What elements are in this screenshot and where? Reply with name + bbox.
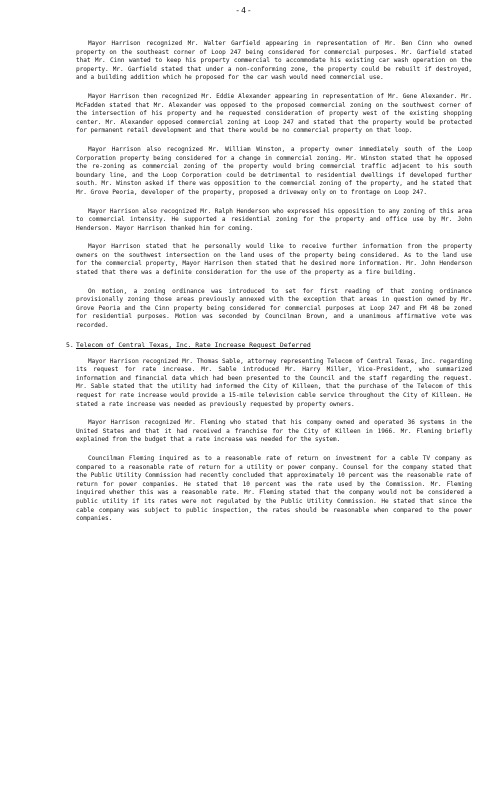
paragraph: Mayor Harrison also recognized Mr. Ralph Henderson who expressed his opposition to any zoning of this area to commercial intensity. He supported a residential zoning for the property and office use by Mr. John Henderson. Mayor Harrison thanked him for coming. [76, 207, 472, 232]
paragraph: Mayor Harrison then recognized Mr. Eddie Alexander appearing in representation of Mr. Gene Alexander. Mr. McFadden stated that Mr. Alexander was opposed to the proposed commercial zoning on the southwest corner of the intersection of his property and he requested consideration of property west of the existing shopping center. Mr. Alexander opposed commercial zoning at Loop 247 and stated that the property would be protected for permanent retail development and that there would be no commercial property on that loop. [76, 92, 472, 135]
section-heading [66, 340, 472, 350]
paragraph: Mayor Harrison recognized Mr. Thomas Sable, attorney representing Telecom of Central Texas, Inc. regarding its request for rate increase. Mr. Sable introduced Mr. Harry Miller, Vice-President, who summarized information and financial data which had been presented to the Council and the staff regarding the request. Mr. Sable stated that the utility had informed the City of Killeen, that the purchase of the Telecom of this request for rate increase would provide a 15-mile television cable service throughout the City of Killeen. He stated a rate increase was needed as previously requested by property owners. [76, 357, 472, 408]
paragraph: Mayor Harrison recognized Mr. Fleming who stated that his company owned and operated 36 systems in the United States and that it had received a franchise for the City of Killeen in 1966. Mr. Fleming briefly explained from the budget that a rate increase was needed for the system. [76, 419, 472, 444]
paragraph: On motion, a zoning ordinance was introduced to set for first reading of that zoning ordinance provisionally zoning those areas previously annexed with the exception that areas in question owned by Mr. Grove Peoria and the Cinn property being considered for commercial purposes at Loop 247 and FM 48 be zoned for residential purposes. Motion was seconded by Councilman Brown, and a unanimous affirmative vote was recorded. [76, 287, 472, 330]
section-number: 5. [66, 340, 74, 349]
section-title: Telecom of Central Texas, Inc. Rate Increase Request Deferred [76, 340, 311, 349]
page-number: -4- [235, 6, 253, 15]
paragraph: Councilman Fleming inquired as to a reasonable rate of return on investment for a cable TV company as compared to a reasonable rate of return for a utility or power company. Counsel for the company stated that the Public Utility Commission had recently concluded that approximately 10 percent was the reasonable rate of return for power companies. He stated that 10 percent was the rate used by the Commission. Mr. Fleming inquired whether this was a reasonable rate. Mr. Fleming stated that the company would not be considered a public utility if its rates were not regulated by the Public Utility Commission. He stated that since the cable company was subject to public inspection, the rates should be reasonable when compared to the power companies. [76, 454, 472, 523]
paragraph: Mayor Harrison also recognized Mr. William Winston, a property owner immediately south of the Loop Corporation property being considered for a change in commercial zoning. Mr. Winston stated that he opposed the re-zoning as commercial zoning of the property would bring commercial traffic adjacent to his south boundary line, and the Loop Corporation could be detrimental to residential dwellings if developed further south. Mr. Winston asked if there was opposition to the commercial zoning of the property, and he stated that Mr. Grove Peoria, developer of the property, proposed a driveway only on to frontage on Loop 247. [76, 145, 472, 196]
document-body [66, 40, 472, 534]
paragraph: Mayor Harrison stated that he personally would like to receive further information from the property owners on the southwest intersection on the land uses of the property being considered. As to the land use for the commercial property, Mayor Harrison then stated that he desired more information. Mr. John Henderson stated that there was a definite consideration for the use of the property as a fire building. [76, 243, 472, 277]
paragraph: Mayor Harrison recognized Mr. Walter Garfield appearing in representation of Mr. Ben Cinn who owned property on the southeast corner of Loop 247 being considered for commercial purposes. Mr. Garfield stated that Mr. Cinn wanted to keep his property commercial to accommodate his existing car wash operation on the property. Mr. Garfield stated that under a non-conforming zone, the property could be rebuilt if destroyed, and a building addition which he proposed for the car wash would need commercial use. [76, 40, 472, 82]
